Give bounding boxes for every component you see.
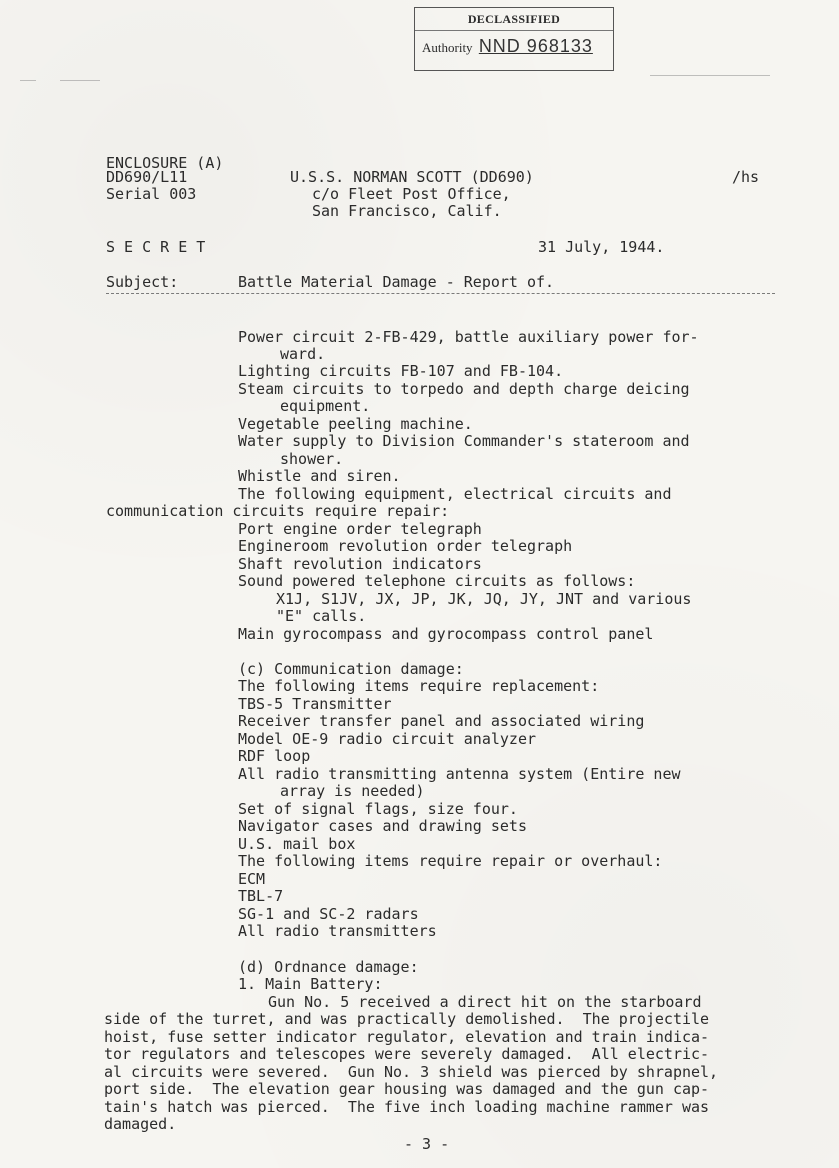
body-line: RDF loop <box>238 747 311 765</box>
body-line: Navigator cases and drawing sets <box>238 817 527 835</box>
body-line: U.S. mail box <box>238 835 356 853</box>
body-line: Engineroom revolution order telegraph <box>238 537 573 555</box>
stamp-authority-value: NND 968133 <box>478 36 593 56</box>
initials: /hs <box>732 168 760 186</box>
enclosure-label: ENCLOSURE (A) <box>106 154 224 172</box>
body-line: port side. The elevation gear housing was damaged and the gun cap- <box>104 1080 710 1098</box>
page-number: - 3 - <box>404 1135 450 1153</box>
body-line: Set of signal flags, size four. <box>238 800 518 818</box>
stamp-authority-label: Authority <box>422 40 473 55</box>
body-line: side of the turret, and was practically demolished. The projectile <box>104 1010 710 1028</box>
stamp-title: DECLASSIFIED <box>467 12 561 26</box>
body-line: Sound powered telephone circuits as follows: <box>238 572 636 590</box>
body-line: Receiver transfer panel and associated wiring <box>238 712 645 730</box>
body-line: equipment. <box>280 397 371 415</box>
body-line: array is needed) <box>280 782 425 800</box>
address-line-2: San Francisco, Calif. <box>312 202 502 220</box>
body-line: Lighting circuits FB-107 and FB-104. <box>238 362 564 380</box>
subject-label: Subject: <box>106 273 179 291</box>
body-line: All radio transmitters <box>238 922 437 940</box>
body-line: All radio transmitting antenna system (Entire new <box>238 765 681 783</box>
body-line: tain's hatch was pierced. The five inch loading machine rammer was <box>104 1098 710 1116</box>
body-line: damaged. <box>104 1115 177 1133</box>
body-line: hoist, fuse setter indicator regulator, elevation and train indica- <box>104 1028 710 1046</box>
margin-mark <box>20 80 36 81</box>
body-line: Gun No. 5 received a direct hit on the starboard <box>268 993 702 1011</box>
body-line: "E" calls. <box>276 607 367 625</box>
body-line: Port engine order telegraph <box>238 520 482 538</box>
body-line: Vegetable peeling machine. <box>238 415 473 433</box>
serial-number: Serial 003 <box>106 185 197 203</box>
body-line: Steam circuits to torpedo and depth charge deicing <box>238 380 690 398</box>
file-code: DD690/L11 <box>106 168 188 186</box>
body-line: Water supply to Division Commander's stateroom and <box>238 432 690 450</box>
section-heading: (c) Communication damage: <box>238 660 464 678</box>
body-line: The following equipment, electrical circuits and <box>238 485 672 503</box>
body-line: ward. <box>280 345 326 363</box>
body-line: Model OE-9 radio circuit analyzer <box>238 730 537 748</box>
stamp-divider <box>415 30 613 31</box>
body-line: 1. Main Battery: <box>238 975 383 993</box>
body-line: communication circuits require repair: <box>106 502 450 520</box>
body-line: Power circuit 2-FB-429, battle auxiliary power for- <box>238 328 699 346</box>
classification: S E C R E T <box>106 238 206 256</box>
body-line: X1J, S1JV, JX, JP, JK, JQ, JY, JNT and various <box>276 590 692 608</box>
stamp-authority-row <box>422 36 593 57</box>
subject-text: Battle Material Damage - Report of. <box>238 273 555 291</box>
body-line: tor regulators and telescopes were severely damaged. All electric- <box>104 1045 710 1063</box>
body-line: Shaft revolution indicators <box>238 555 482 573</box>
subject-divider <box>106 293 775 294</box>
body-line: ECM <box>238 870 266 888</box>
margin-mark <box>60 80 100 81</box>
body-line: TBL-7 <box>238 887 284 905</box>
body-line: The following items require replacement: <box>238 677 600 695</box>
body-line: TBS-5 Transmitter <box>238 695 392 713</box>
declassified-stamp <box>414 7 614 71</box>
section-heading: (d) Ordnance damage: <box>238 958 419 976</box>
body-line: SG-1 and SC-2 radars <box>238 905 419 923</box>
address-line-1: c/o Fleet Post Office, <box>312 185 511 203</box>
body-line: Whistle and siren. <box>238 467 401 485</box>
ship-name: U.S.S. NORMAN SCOTT (DD690) <box>290 168 534 186</box>
body-line: Main gyrocompass and gyrocompass control panel <box>238 625 654 643</box>
margin-mark <box>650 75 770 76</box>
body-line: al circuits were severed. Gun No. 3 shield was pierced by shrapnel, <box>104 1063 719 1081</box>
body-line: The following items require repair or overhaul: <box>238 852 663 870</box>
body-line: shower. <box>280 450 344 468</box>
document-date: 31 July, 1944. <box>538 238 665 256</box>
